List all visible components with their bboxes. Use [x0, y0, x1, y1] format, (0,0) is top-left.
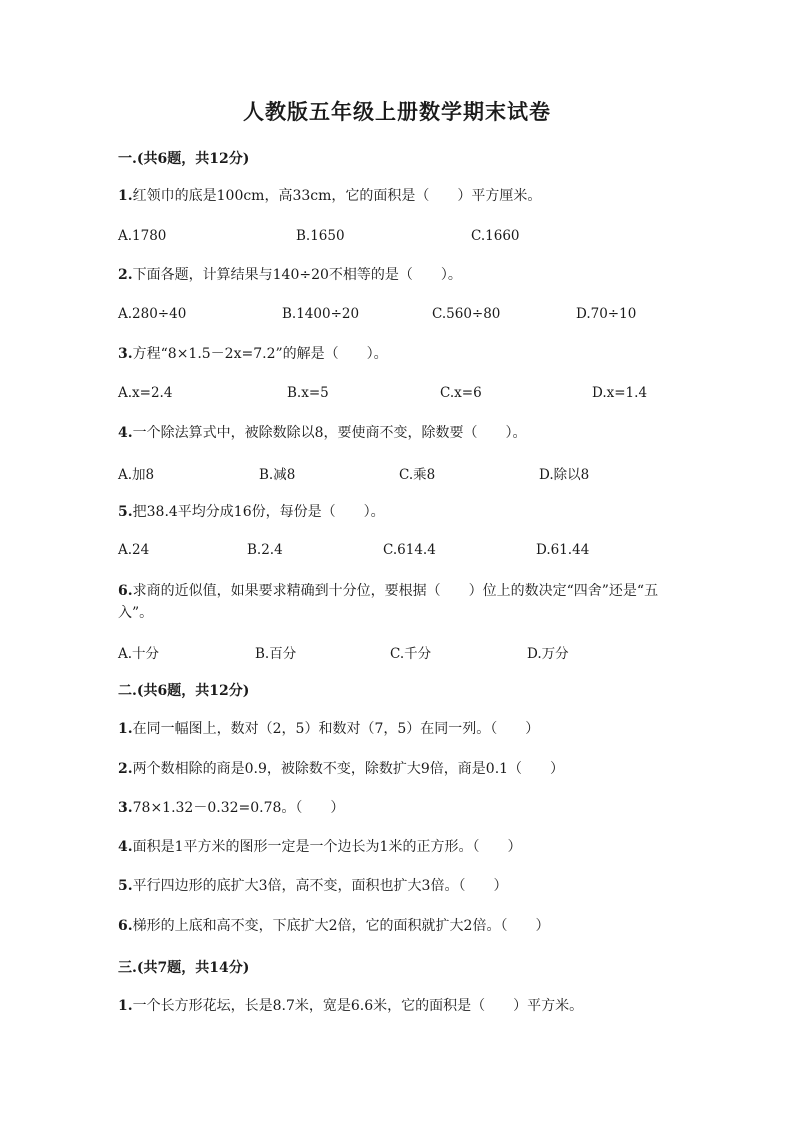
- question-2-6: [118, 915, 678, 937]
- question-text: 下面各题，计算结果与140÷20不相等的是（ ）。: [132, 267, 462, 283]
- option-a: A.24: [118, 542, 150, 558]
- option-b: B.减8: [259, 467, 296, 483]
- option-c: C.614.4: [383, 542, 436, 558]
- question-2-5: [118, 875, 678, 897]
- question-2-4: [118, 836, 678, 858]
- question-text: 一个除法算式中，被除数除以8，要使商不变，除数要（ ）。: [132, 425, 527, 441]
- question-text: 求商的近似值，如果要求精确到十分位，要根据（ ）位上的数决定“四舍”还是“五入”。: [118, 583, 659, 621]
- question-text: 78×1.32－0.32=0.78。（ ）: [132, 800, 345, 816]
- question-text: 红领巾的底是100cm，高33cm，它的面积是（ ）平方厘米。: [132, 188, 542, 204]
- question-2-2: [118, 758, 678, 780]
- option-d: D.x=1.4: [592, 385, 648, 401]
- question-number: 3.: [118, 346, 133, 362]
- question-text: 梯形的上底和高不变，下底扩大2倍，它的面积就扩大2倍。（ ）: [132, 918, 550, 934]
- option-a: A.十分: [118, 646, 160, 662]
- question-1-1: [118, 185, 678, 207]
- question-number: 5.: [118, 504, 133, 520]
- question-number: 4.: [118, 425, 133, 441]
- option-d: D.除以8: [539, 467, 590, 483]
- question-text: 在同一幅图上，数对（2，5）和数对（7，5）在同一列。（ ）: [132, 721, 540, 737]
- question-2-3: [118, 797, 678, 819]
- question-number: 3.: [118, 800, 133, 816]
- option-d: D.61.44: [536, 542, 590, 558]
- question-1-5: [118, 501, 678, 523]
- option-c: C.x=6: [440, 385, 482, 401]
- option-b: B.百分: [255, 646, 297, 662]
- question-number: 6.: [118, 918, 133, 934]
- option-a: A.1780: [118, 228, 167, 244]
- question-number: 6.: [118, 583, 133, 599]
- question-1-4: [118, 422, 678, 444]
- question-text: 平行四边形的底扩大3倍，高不变，面积也扩大3倍。（ ）: [132, 878, 508, 894]
- option-b: B.1650: [296, 228, 345, 244]
- question-3-1: [118, 995, 678, 1017]
- question-number: 5.: [118, 878, 133, 894]
- question-number: 1.: [118, 721, 133, 737]
- option-d: D.万分: [527, 646, 569, 662]
- question-text: 两个数相除的商是0.9，被除数不变，除数扩大9倍，商是0.1（ ）: [132, 761, 565, 777]
- option-a: A.加8: [118, 467, 155, 483]
- question-text: 一个长方形花坛，长是8.7米，宽是6.6米，它的面积是（ ）平方米。: [132, 998, 584, 1014]
- question-number: 2.: [118, 267, 133, 283]
- question-1-3: [118, 343, 678, 365]
- option-c: C.1660: [471, 228, 520, 244]
- option-a: A.x=2.4: [118, 385, 173, 401]
- section-heading-2: 二.(共6题，共12分): [118, 683, 250, 699]
- question-text: 把38.4平均分成16份，每份是（ ）。: [132, 504, 385, 520]
- option-a: A.280÷40: [118, 306, 187, 322]
- question-number: 1.: [118, 188, 133, 204]
- question-text: 方程“8×1.5－2x=7.2”的解是（ ）。: [132, 346, 388, 362]
- section-heading-3: 三.(共7题，共14分): [118, 960, 250, 976]
- option-c: C.千分: [390, 646, 432, 662]
- section-heading-1: 一.(共6题，共12分): [118, 151, 250, 167]
- option-b: B.1400÷20: [282, 306, 360, 322]
- option-c: C.乘8: [399, 467, 436, 483]
- option-b: B.2.4: [247, 542, 283, 558]
- question-2-1: [118, 718, 678, 740]
- option-b: B.x=5: [287, 385, 329, 401]
- question-text: 面积是1平方米的图形一定是一个边长为1米的正方形。（ ）: [132, 839, 522, 855]
- question-1-2: [118, 264, 678, 286]
- option-c: C.560÷80: [432, 306, 501, 322]
- question-number: 4.: [118, 839, 133, 855]
- question-number: 2.: [118, 761, 133, 777]
- exam-title: 人教版五年级上册数学期末试卷: [243, 99, 551, 124]
- question-number: 1.: [118, 998, 133, 1014]
- option-d: D.70÷10: [576, 306, 637, 322]
- question-1-6: [118, 580, 678, 624]
